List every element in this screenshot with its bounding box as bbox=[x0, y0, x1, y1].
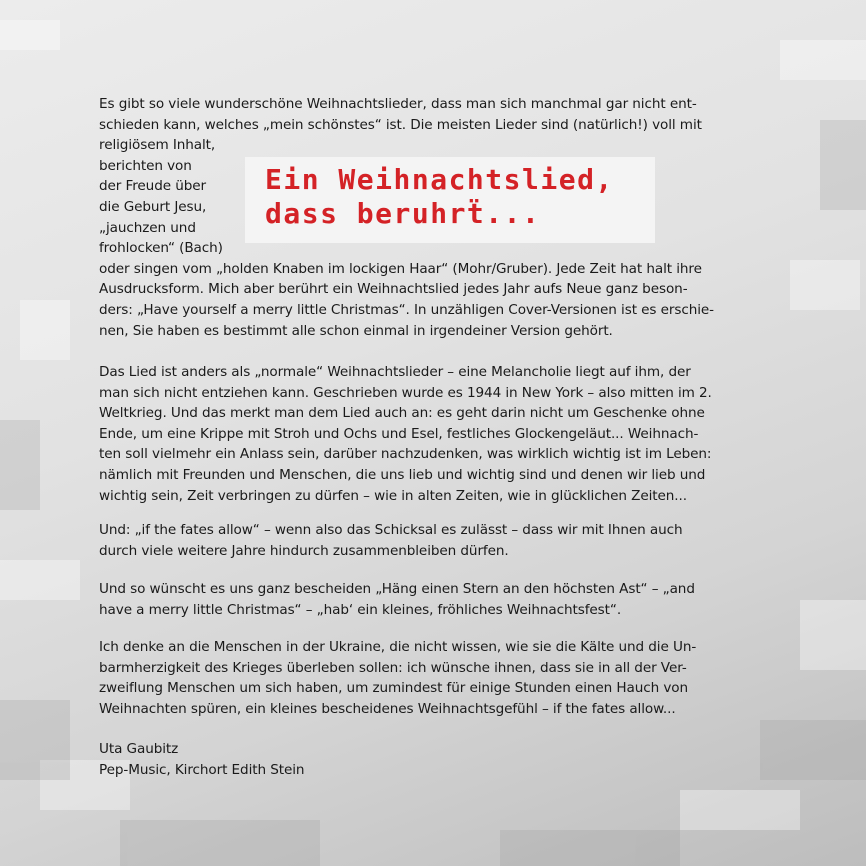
signature-org: Pep-Music, Kirchort Edith Stein bbox=[99, 761, 305, 778]
text-line: have a merry little Christmas“ – „hab‘ ein kleines, fröhliches Weihnachtsfest“. bbox=[99, 601, 622, 618]
text-line: ders: „Have yourself a merry little Christmas“. In unzähligen Cover-Versionen ist es erschie- bbox=[99, 301, 714, 318]
signature-block bbox=[99, 739, 769, 780]
wish-paragraph bbox=[99, 579, 769, 620]
text-line: wichtig sein, Zeit verbringen zu dürfen – wie in alten Zeiten, wie in glücklichen Zeiten... bbox=[99, 487, 687, 504]
signature-name: Uta Gaubitz bbox=[99, 741, 179, 757]
text-line: Es gibt so viele wunderschöne Weihnachtslieder, dass man sich manchmal gar nicht ent- bbox=[99, 96, 697, 112]
text-line: Weltkrieg. Und das merkt man dem Lied auch an: es geht darin nicht um Geschenke ohne bbox=[99, 405, 705, 422]
ukraine-paragraph bbox=[99, 637, 769, 719]
text-line: „jauchzen und bbox=[99, 219, 196, 236]
text-line: Und so wünscht es uns ganz bescheiden „Häng einen Stern an den höchsten Ast“ – „and bbox=[99, 581, 695, 597]
text-line: nen, Sie haben es bestimmt alle schon einmal in irgendeiner Version gehört. bbox=[99, 322, 613, 339]
text-line: religiösem Inhalt, bbox=[99, 137, 216, 154]
headline-line-2: dass beruhrẗ... bbox=[265, 197, 541, 230]
text-line: zweiflung Menschen um sich haben, um zumindest für einige Stunden einen Hauch von bbox=[99, 680, 689, 697]
text-line: barmherzigkeit des Krieges überleben sollen: ich wünsche ihnen, dass sie in all der Ver- bbox=[99, 659, 687, 676]
text-line: ten soll vielmehr ein Anlass sein, darüber nachzudenken, was wirklich wichtig ist im Leben: bbox=[99, 446, 712, 463]
text-line: Das Lied ist anders als „normale“ Weihnachtslieder – eine Melancholie liegt auf ihm, der bbox=[99, 364, 691, 380]
text-line: Ende, um eine Krippe mit Stroh und Ochs und Esel, festliches Glockengeläut... Weihnach- bbox=[99, 425, 699, 442]
text-line: Und: „if the fates allow“ – wenn also das Schicksal es zulässt – dass wir mit Ihnen auch bbox=[99, 522, 683, 538]
text-line: Ausdrucksform. Mich aber berührt ein Weihnachtslied jedes Jahr aufs Neue ganz beson- bbox=[99, 281, 688, 298]
text-line: durch viele weitere Jahre hindurch zusammenbleiben dürfen. bbox=[99, 542, 509, 559]
text-line: Ich denke an die Menschen in der Ukraine, die nicht wissen, wie sie die Kälte und die Un- bbox=[99, 639, 697, 655]
text-line: der Freude über bbox=[99, 178, 207, 195]
text-line: nämlich mit Freunden und Menschen, die uns lieb und wichtig sind und denen wir lieb und bbox=[99, 466, 706, 483]
text-line: man sich nicht entziehen kann. Geschrieben wurde es 1944 in New York – also mitten im 2. bbox=[99, 384, 712, 401]
text-line: berichten von bbox=[99, 157, 192, 174]
headline-line-1: Ein Weihnachtslied, bbox=[265, 163, 614, 196]
headline-box bbox=[245, 157, 655, 243]
text-line: die Geburt Jesu, bbox=[99, 198, 207, 215]
melancholy-paragraph bbox=[99, 362, 769, 506]
fates-paragraph bbox=[99, 520, 769, 561]
text-line: frohlocken“ (Bach) bbox=[99, 240, 223, 257]
text-line: Weihnachten spüren, ein kleines bescheidenes Weihnachtsgefühl – if the fates allow... bbox=[99, 700, 676, 717]
text-line: schieden kann, welches „mein schönstes“ ist. Die meisten Lieder sind (natürlich!) voll mit bbox=[99, 116, 702, 133]
text-line: oder singen vom „holden Knaben im lockigen Haar“ (Mohr/Gruber). Jede Zeit hat halt ihre bbox=[99, 260, 702, 277]
